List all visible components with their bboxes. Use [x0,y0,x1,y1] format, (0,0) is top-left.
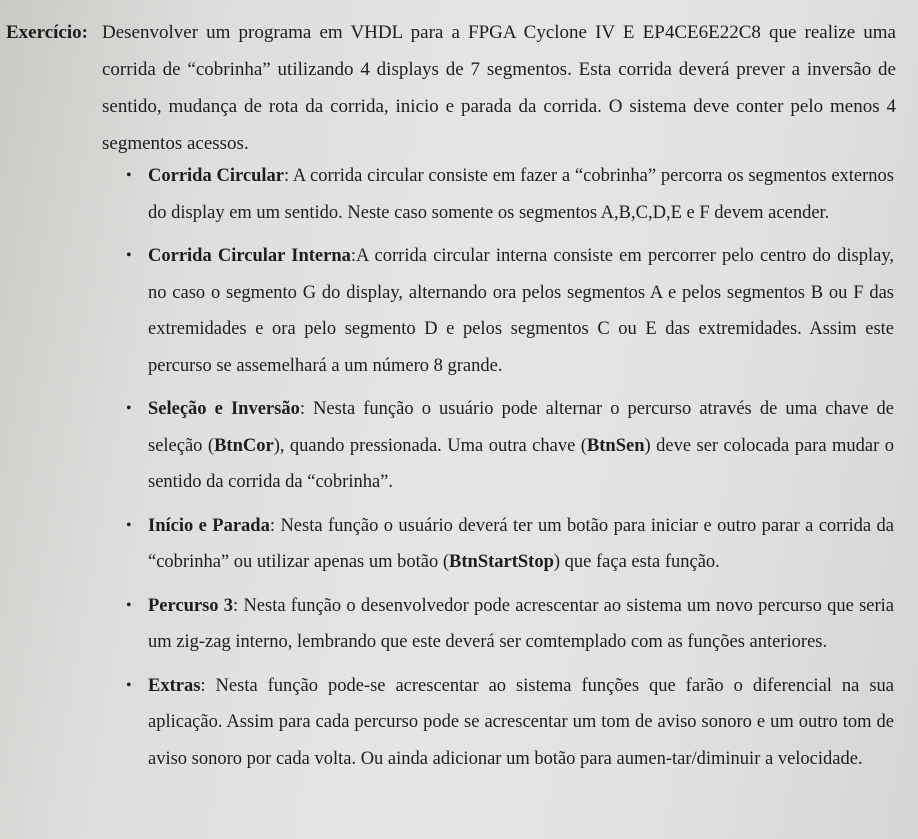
item-title: Início e Parada [148,515,270,536]
list-item-extras [126,668,894,778]
exercise-statement [6,14,896,162]
item-text: Nesta função o desenvolvedor pode acrescentar ao sistema um novo percurso que seria um zig-zag interno, lembrando que este deverá ser comtemplado com as funções anteriores. [148,595,894,652]
item-title: Percurso 3 [148,595,234,616]
item-title: Corrida Circular Interna [148,246,351,266]
bullet-icon: • [126,596,132,614]
button-name-btnstartstop: BtnStartStop [449,552,554,572]
item-separator: : [269,515,281,536]
exercise-text: Desenvolver um programa em VHDL para a FPGA Cyclone IV E EP4CE6E22C8 que realize uma corrida de “cobrinha” utilizando 4 displays de 7 segmentos. Esta corrida deverá prever a inversão de sentido, mudança de rota da corrida, inicio e parada da corrida. O sistema deve conter pelo menos 4 segmentos acessos. [102,22,896,154]
list-item-inicio-parada [126,508,894,581]
requirements-list [126,158,894,784]
item-text: Nesta função o usuário pode alternar o percurso através de uma chave de seleção ( [148,399,894,456]
bullet-icon: • [126,400,132,417]
list-item-corrida-circular [126,158,894,231]
item-title: Seleção e Inversão [148,399,300,419]
bullet-icon: • [126,167,132,184]
item-text: ), quando pressionada. Uma outra chave ( [273,435,587,456]
item-text: ) que faça esta função. [553,552,720,572]
list-item-percurso-3 [126,588,894,661]
item-title: Corrida Circular [148,166,284,186]
item-separator: : [233,595,244,616]
item-separator: : [283,166,293,186]
item-text: Nesta função o usuário deverá ter um botão para iniciar e outro parar a corrida da “cobrinha” ou utilizar apenas um botão ( [148,515,894,572]
bullet-icon: • [126,676,132,694]
item-text: A corrida circular consiste em fazer a “cobrinha” percorra os segmentos externos do display em um sentido. Neste caso somente os segmentos A,B,C,D,E e F devem acender. [148,166,894,223]
item-text: A corrida circular interna consiste em percorrer pelo centro do display, no caso o segmento G do display, alternando ora pelos segmentos A e pelos segmentos B ou F das extremidades e ora pelo segmento D e pelos segmentos C ou E das extremidades. Assim este percurso se assemelhará a um número 8 grande. [148,246,894,376]
item-separator: : [200,675,216,696]
button-name-btnsen: BtnSen [586,435,645,456]
button-name-btncor: BtnCor [214,435,274,456]
item-separator: : [350,246,357,266]
item-text: Nesta função pode-se acrescentar ao sistema funções que farão o diferencial na sua aplicação. Assim para cada percurso pode se acrescentar um tom de aviso sonoro e um outro tom de aviso sonoro por cada volta. Ou ainda adicionar um botão para aumen-tar/diminuir a velocidade. [148,675,895,769]
list-item-corrida-circular-interna [126,238,894,384]
list-item-selecao-inversao [126,391,894,501]
item-title: Extras [148,675,201,696]
exercise-label: Exercício: [6,22,88,43]
bullet-icon: • [126,516,132,534]
bullet-icon: • [126,247,132,264]
item-separator: : [299,399,314,419]
item-text: ) deve ser colocada para mudar o sentido da corrida da “cobrinha”. [148,435,894,492]
